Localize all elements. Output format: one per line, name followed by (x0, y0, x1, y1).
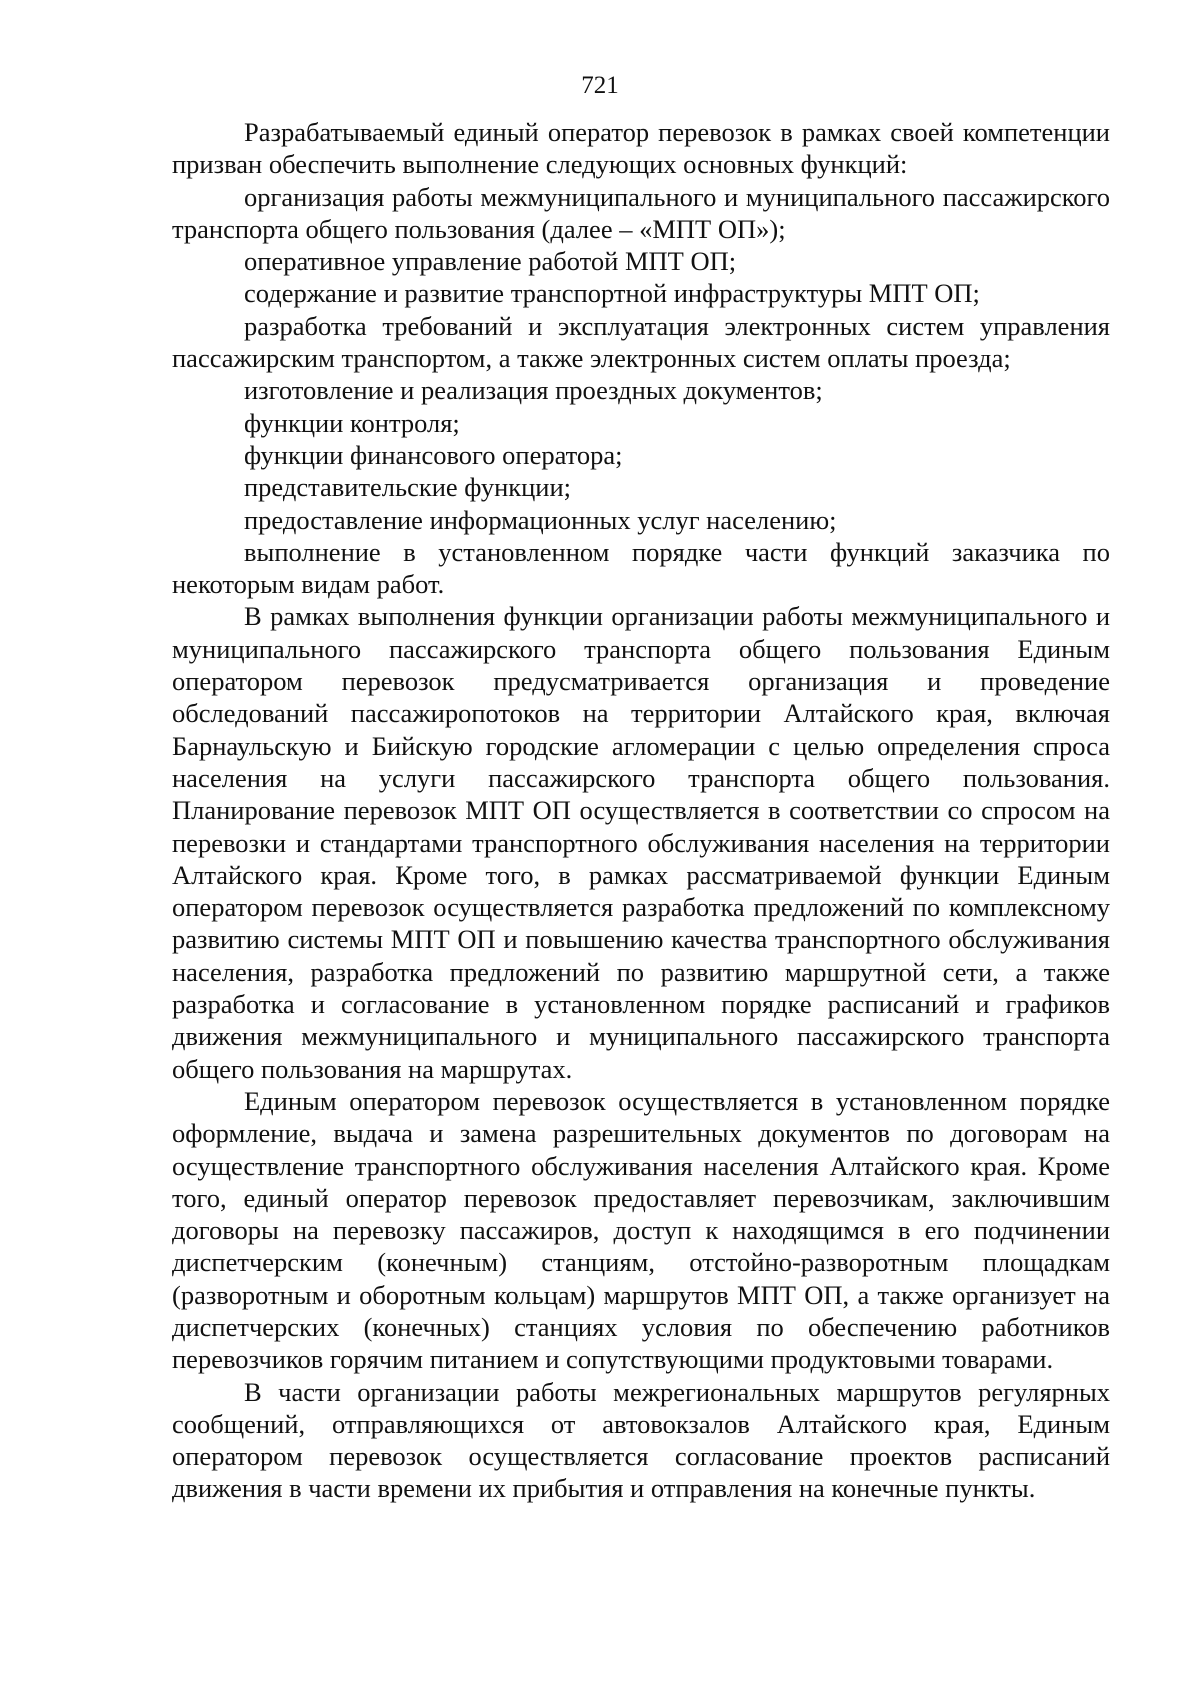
list-item-function-control: функции контроля; (244, 407, 460, 438)
document-body (172, 116, 1110, 1505)
list-item-function-representative: представительские функции; (244, 472, 572, 503)
paragraph-interregional-routes: В части организации работы межрегиональных маршрутов регулярных сообщений, отправляющихся от автовокзалов Алтайского края, Единым оператором перевозок осуществляется согласование проектов расписаний движения в части времени их прибытия и отправления на конечные пункты. (172, 1376, 1110, 1504)
list-item-function-electronic-systems: разработка требований и эксплуатация электронных систем управления пассажирским транспортом, а также электронных систем оплаты проезда; (172, 310, 1110, 374)
page-number: 721 (581, 72, 619, 99)
list-item-function-organization: организация работы межмуниципального и муниципального пассажирского транспорта общего пользования (далее – «МПТ ОП»); (172, 181, 1110, 244)
list-item-function-information-services: предоставление информационных услуг населению; (244, 504, 837, 535)
list-item-function-financial-operator: функции финансового оператора; (244, 439, 623, 470)
paragraph-intro: Разрабатываемый единый оператор перевозок в рамках своей компетенции призван обеспечить выполнение следующих основных функций: (172, 117, 1110, 180)
paragraph-organization-details: В рамках выполнения функции организации работы межмуниципального и муниципального пассажирского транспорта общего пользования Единым оператором перевозок предусматривается организация и проведение обследований пассажиропотоков на территории Алтайского края, включая Барнаульскую и Бийскую городские агломерации с целью определения спроса населения на услуги пассажирского транспорта общего пользования. Планирование перевозок МПТ ОП осуществляется в соответствии со спросом на перевозки и стандартами транспортного обслуживания населения на территории Алтайского края. Кроме того, в рамках рассматриваемой функции Единым оператором перевозок осуществляется разработка предложений по комплексному развитию системы МПТ ОП и повышению качества транспортного обслуживания населения, разработка предложений по развитию маршрутной сети, а также разработка и согласование в установленном порядке расписаний и графиков движения межмуниципального и муниципального пассажирского транспорта общего пользования на маршрутах. (172, 601, 1110, 1084)
list-item-function-operational-management: оперативное управление работой МПТ ОП; (244, 246, 737, 277)
paragraph-permits: Единым оператором перевозок осуществляется в установленном порядке оформление, выдача и замена разрешительных документов по договорам на осуществление транспортного обслуживания населения Алтайского края. Кроме того, единый оператор перевозок предоставляет перевозчикам, заключившим договоры на перевозку пассажиров, доступ к находящимся в его подчинении диспетчерским (конечным) станциям, отстойно-разворотным площадкам (разворотным и оборотным кольцам) маршрутов МПТ ОП, а также организует на диспетчерских (конечных) станциях условия по обеспечению работников перевозчиков горячим питанием и сопутствующими продуктовыми товарами. (172, 1085, 1110, 1375)
list-item-function-travel-documents: изготовление и реализация проездных документов; (244, 375, 823, 406)
list-item-function-customer-functions: выполнение в установленном порядке части функций заказчика по некоторым видам работ. (172, 536, 1110, 600)
list-item-function-infrastructure: содержание и развитие транспортной инфраструктуры МПТ ОП; (244, 278, 980, 309)
